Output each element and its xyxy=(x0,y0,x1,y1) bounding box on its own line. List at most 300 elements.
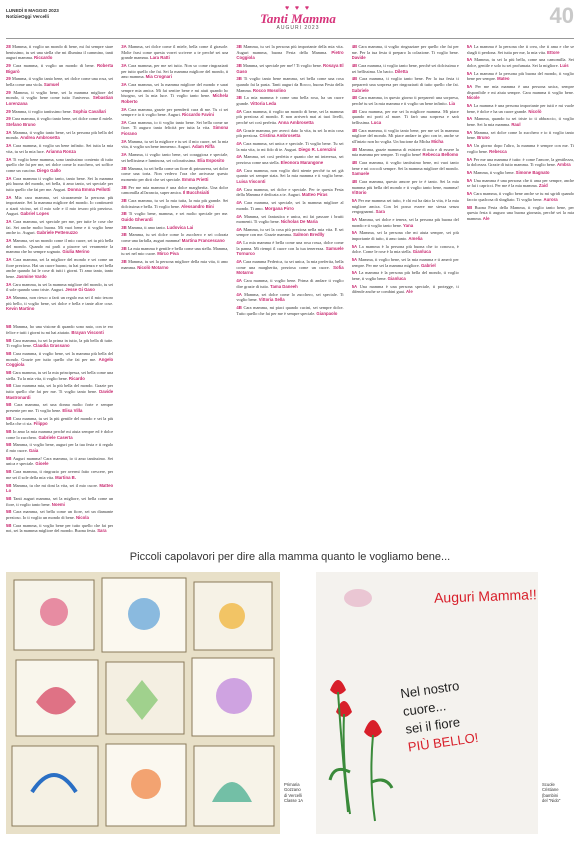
message-signature: Martina B. xyxy=(55,474,76,480)
message-item xyxy=(352,160,459,177)
message-item xyxy=(121,82,228,104)
message-text: Io amo la mia mamma perché mi aiuta sempre ed è dolce come lo zucchero. xyxy=(6,429,114,440)
message-item xyxy=(6,324,113,335)
message-item xyxy=(6,282,113,293)
handwritten-line: sei il fiore xyxy=(404,714,461,737)
message-text: Cara mamma, tu sei la mia tutta, la mia più grande. Sei dolcissima e bella. Ti voglio bene. xyxy=(121,197,229,209)
message-text: Cara mamma, ti voglio tanto bene, sei dolce come il miele. xyxy=(11,116,114,122)
message-text: Mamma, sei dolce come il miele, bella come il girasole. Molte frasi come questa vorrei scrivere a te perché sei una grande mamma. xyxy=(121,44,229,61)
photo-strip xyxy=(6,572,574,834)
message-signature: Sofia Motarno xyxy=(236,264,344,276)
class-number: 29 xyxy=(6,62,11,68)
message-text: Mia cara mamma, sei sicuramente la persona più importante. Sei la mamma migliore del mondo. Io continuerò a starti vicino, sei il mio sole e il mio tesoro più prezioso. Auguri. xyxy=(6,194,114,217)
message-signature: Riccardo Favini xyxy=(181,112,214,118)
header-divider xyxy=(6,38,574,39)
message-text: Cara mamma, ti voglio un mondo di bene, sei la mamma più preziosa al mondo. E non arriverà mai ai tuoi livelli, perché sei così perfetta. xyxy=(236,108,344,125)
message-text: Cara mamma, questo amore per te è tanto. Sei la mia mamma più bella del mondo e ti voglio tanto bene, mamma! xyxy=(351,178,459,190)
message-item xyxy=(352,109,459,126)
header-date-block xyxy=(6,8,59,20)
message-signature: Mirco Piva xyxy=(157,251,179,257)
hearts-icon: ♥ ♥ ♥ xyxy=(285,4,311,12)
class-number: 3A xyxy=(121,62,127,68)
class-number: 3B xyxy=(121,197,127,203)
message-text: Cara mamma, ti voglio tanto bene, per me sei la mamma migliore del mondo. Mi piace andare in giro con te, anche se all'inizio non ho voglia. Un bacione da Micha xyxy=(351,127,459,144)
class-number: 3B xyxy=(236,95,242,101)
message-signature: Sara xyxy=(375,209,385,215)
class-number: 29 xyxy=(6,76,11,82)
message-signature: Zaid xyxy=(538,183,548,189)
message-signature: Diletta xyxy=(394,68,408,74)
handwritten-message xyxy=(399,675,479,756)
caption-line: di Vercelli xyxy=(284,792,302,798)
message-item xyxy=(121,259,228,270)
message-text: Cara mamma, ti voglio bene per tutto quello che fai per noi, sei la mamma migliore del mondo. Buona festa. xyxy=(6,522,114,534)
message-item xyxy=(467,71,574,82)
message-item xyxy=(352,95,459,106)
message-item xyxy=(352,244,459,255)
message-signature: Roberta Bigarò xyxy=(6,62,114,74)
message-signature: Morgana Pirro xyxy=(264,205,294,211)
class-number: 3A xyxy=(6,156,12,162)
message-signature: Donna Emma Pellotti xyxy=(67,186,111,192)
message-item xyxy=(352,284,459,295)
message-text: Per me mamma sei tutto, è chi mi ha dato la vita, è la mia migliore amica. Con lei posso essere me stessa senza vergognarmi. xyxy=(351,197,459,215)
message-text: Cara mamma, non voglio dirti niente perché tu sei già quanto sei sempre stata. Sei la mia mamma e ti voglio bene. xyxy=(236,167,344,179)
message-text: Mamma, ti voglio bene, sei la mamma migliore del mondo, ti voglio bene come tutto l'universo. xyxy=(6,89,114,101)
message-signature: Micha xyxy=(431,138,444,144)
message-signature: Ettore xyxy=(547,49,560,55)
class-number: 5B xyxy=(6,369,12,375)
message-signature: Brayan Visconti xyxy=(71,329,104,335)
class-number: 4B xyxy=(351,62,358,68)
message-text: Cara mamma, mi piaci quando cucini, sei sempre dolce. Tutto quello che fai per me è sempre speciale. xyxy=(236,304,344,316)
message-text: Cara mamma, ti voglio ringraziare per quello che fai per me. Per la tua festa ti preparo la colazione. Ti voglio bene. xyxy=(351,44,459,55)
caption-line: Gozzano xyxy=(284,787,301,793)
message-signature: Gabriel xyxy=(420,262,436,268)
message-item xyxy=(6,442,113,453)
message-signature: Claudia Grassano xyxy=(33,343,70,349)
message-item xyxy=(121,211,228,222)
message-item xyxy=(6,157,113,174)
message-signature: Gianluca xyxy=(387,276,406,281)
message-signature: Martina Francescano xyxy=(181,238,225,244)
message-text: Ti voglio bene, mamma, e sei molto speciale per me. xyxy=(128,211,229,217)
message-text: Ti voglio tanto bene mamma, sei bella come una rosa quando fai la pasta. Tanti auguri da Rocco, buona Festa della Mamma. xyxy=(236,76,344,93)
message-signature: Diego Gallo xyxy=(37,167,61,173)
message-text: Mamma, ti voglio bene, auguri per la tua festa e ti regalo il mio cuore. xyxy=(6,442,114,454)
message-item xyxy=(6,483,113,494)
class-number: 29 xyxy=(6,89,11,95)
message-item xyxy=(236,200,343,211)
message-item xyxy=(467,205,574,222)
message-item xyxy=(352,76,459,93)
class-number: 5B xyxy=(6,351,12,356)
message-signature: Mia Crognari xyxy=(145,74,172,80)
message-item xyxy=(6,456,113,467)
class-number: 5A xyxy=(466,143,473,149)
message-item xyxy=(236,63,343,74)
message-signature: Gabriele xyxy=(351,87,369,93)
message-text: Cara mamma, ti voglio tanto bene, perché sei dolcissima e sei bellissima. Un bacio. xyxy=(351,62,459,74)
message-text: Mamma, ho una visione di quando sono nato, con te ero felice e tutti i giorni tu mi hai aiutato. xyxy=(6,324,114,335)
class-number: 5B xyxy=(6,469,12,475)
message-text: Mamma, ti voglio bene, sei la mia mamma e ti amerò per sempre. Per me sei la mamma migliore. xyxy=(351,257,459,268)
message-item xyxy=(467,191,574,202)
message-signature: Davide xyxy=(351,55,366,61)
message-item xyxy=(6,523,113,534)
message-text: Cara mamma, ti voglio tantissimo bene, mi vuoi tanto bene e mi coccoli sempre. Sei la mamma migliore del mondo. xyxy=(351,160,459,171)
class-number: 4B xyxy=(351,178,358,184)
message-text: Una mamma è una persona speciale, ti protegge, ti difende anche se combini guai. xyxy=(351,283,459,295)
message-item xyxy=(236,187,343,198)
class-number: 5A xyxy=(466,44,473,49)
message-item xyxy=(6,130,113,141)
class-number: 5B xyxy=(6,482,12,488)
class-number: 28 xyxy=(6,44,11,49)
message-column xyxy=(352,44,459,324)
caption-line: (bambini xyxy=(542,792,559,798)
message-text: La mamma è la persona che ti crea, che ti ama e che se sbagli ti perdona. Sei tutta per me, la mia vita. xyxy=(466,44,574,55)
message-signature: Rocco Mosolino xyxy=(252,87,287,93)
message-signature: Kevin Martino xyxy=(6,306,35,312)
message-item xyxy=(6,509,113,520)
class-number: 4A xyxy=(236,278,242,284)
class-number: 5B xyxy=(6,455,12,461)
class-number: 3B xyxy=(121,165,127,171)
message-signature: Adam Riffa xyxy=(191,144,215,150)
message-text: Per me mia mamma è una dolce margherita. Una dolce camomilla all'arancia, super amica. xyxy=(121,184,229,196)
message-text: Buona Festa della Mamma, ti voglio tanto bene, per questa festa ti auguro una buona giornata, perché sei la mia mamma. xyxy=(466,204,574,221)
photo-caption-right xyxy=(542,782,574,804)
message-text: Mamma, non riesco a farti un regalo ma sei il mio tesoro più bello, ti voglio bene, sei dolce e bella e tante altre cose. xyxy=(6,294,114,306)
class-number: 5A xyxy=(466,169,473,175)
message-text: Cara mamma, per me sei la migliore mamma. Mi piace quando mi porti al mare. Ti farò una sorpresa e sarà bellissima. xyxy=(351,108,459,125)
message-signature: Noemi xyxy=(51,501,65,507)
class-number: 4B xyxy=(351,160,358,165)
message-item xyxy=(352,230,459,241)
message-column xyxy=(236,44,343,324)
message-text: La mamma è la persona più buona che io conosca, è dolce. Come le rose è la mia stella. xyxy=(351,243,459,255)
message-text: Mamma, tu sei la persona migliore della mia vita, ti amo mamma. xyxy=(121,259,229,270)
caption-line: Classe 1A xyxy=(284,798,304,804)
message-item xyxy=(236,109,343,126)
message-text: Cara mamma, per me sei tutto. Non so come ringraziarti per tutto quello che fai. Sei la mamma migliore del mondo, ti amo mamma. xyxy=(121,62,229,80)
message-text: Cara mamma, ti voglio un mondo di bene. xyxy=(13,62,95,68)
message-signature: Lara Ratti xyxy=(149,55,170,61)
class-number: 4A xyxy=(236,213,242,219)
caption-line: Primaria xyxy=(284,782,300,787)
message-item xyxy=(467,103,574,114)
section-logo xyxy=(258,5,338,37)
class-number: 3B xyxy=(236,76,242,82)
message-item xyxy=(6,416,113,427)
section-title: Piccoli capolavori per dire alla mamma quanto le vogliamo bene... xyxy=(129,551,451,563)
message-signature: Angelo Coggiola xyxy=(6,356,114,368)
message-text: Mamma, tu sei dolce come lo zucchero e sei colorata come una farfalla, auguri mamma! xyxy=(121,232,229,244)
message-item xyxy=(6,469,113,480)
message-text: Cara mamma, grazie per prenderti cura di me. Tu ci sei sempre e io ti voglio bene. Auguri. xyxy=(121,106,229,118)
handwritten-line: PIÙ BELLO! xyxy=(406,729,480,755)
message-signature: Luca xyxy=(371,119,382,125)
class-number: 3B xyxy=(236,44,242,49)
message-signature: Simone Bagnato xyxy=(515,169,550,175)
message-signature: Gabriel Lopes xyxy=(20,211,49,217)
message-text: Mamma, tu che mi doni la vita, sei il mio cuore. xyxy=(12,482,98,488)
message-item xyxy=(236,278,343,289)
message-text: Mamma, sei così perfetta e quanto che mi interessa, sei preziosa come una stella. xyxy=(236,154,344,165)
class-number: 4A xyxy=(236,127,242,133)
class-number: 3B xyxy=(121,224,127,230)
class-number: 4A xyxy=(236,154,242,160)
message-item xyxy=(6,383,113,400)
class-number: 4B xyxy=(351,127,358,133)
class-number: 5A xyxy=(351,216,358,222)
class-number: 4B xyxy=(351,108,358,114)
message-item xyxy=(6,295,113,312)
message-item xyxy=(352,179,459,196)
class-number: 5A xyxy=(466,129,473,135)
message-signature: Pietro Coggiola xyxy=(236,49,344,61)
message-signature: Vittorio xyxy=(351,190,367,196)
message-signature: Filippo xyxy=(33,421,48,427)
message-signature: Lia xyxy=(448,100,456,106)
message-signature: Gianluca xyxy=(412,249,431,255)
message-signature: Yana xyxy=(403,222,414,228)
page-number: 40 xyxy=(549,3,574,28)
message-signature: Anna Ambrosetta xyxy=(278,119,314,125)
class-number: 5A xyxy=(466,177,473,183)
class-number: 5A xyxy=(351,243,358,249)
message-text: Mamma, sei un mondo come il mio cuore, sei tu più bella del mondo. Quando mi parli a piacere sei veramente la mamma che ho sempre sognato. xyxy=(6,238,114,255)
message-signature: Samuele Tornurco xyxy=(236,245,344,257)
logo-title: Tanti Mamma xyxy=(260,11,336,26)
message-item xyxy=(6,143,113,154)
class-number: 4B xyxy=(351,44,358,49)
message-signature: Salmon Bredlly xyxy=(293,232,325,238)
message-item xyxy=(352,198,459,215)
message-signature: Vittoria Leda xyxy=(250,100,277,106)
class-number: 3A xyxy=(6,175,12,181)
class-number: 4A xyxy=(236,141,242,147)
class-number: 4A xyxy=(236,226,242,232)
message-column xyxy=(6,44,113,324)
message-text: Per me mia mamma è una persona unica, sempre disponibile e mi aiuta sempre. Cara mamma ti voglio bene. xyxy=(466,84,574,95)
class-number: 5A xyxy=(466,116,473,122)
class-number: 5A xyxy=(466,156,473,162)
message-signature: Il Bucchsiaiti xyxy=(182,190,210,196)
class-number: 4A xyxy=(236,186,242,192)
message-text: Mamma, sei la persona che mi aiuta sempre, sei più importante di tutto, ti amo tanto. xyxy=(351,230,459,241)
class-number: 5A xyxy=(351,283,358,289)
message-item xyxy=(467,130,574,141)
message-text: Ciao mamma mia, sei la più bella del mondo. Grazie per tutto quello che fai per me. Ti voglio tanto bene. xyxy=(6,383,114,394)
message-signature: Luis xyxy=(559,62,569,68)
logo-year: 2023 xyxy=(304,25,320,31)
message-signature: Gabriele Pettenuzzo xyxy=(36,230,78,236)
message-signature: Gabriele Caserta xyxy=(38,434,73,440)
header-date: LUNEDÌ 8 MAGGIO 2023 xyxy=(6,8,59,13)
message-signature: Ale xyxy=(482,215,490,221)
message-item xyxy=(6,496,113,507)
message-text: Cara mamma, tu sei la mia principessa, sei bella come una stella. Tu la mia vita, ti voglio bene. xyxy=(6,369,114,381)
message-text: Cara mamma, tu sei la mamma migliore del mondo, tu sei il sole quando sono triste. Auguri. xyxy=(6,281,114,293)
message-text: La mamma è la persona più buona del mondo, ti voglio bene per sempre. xyxy=(466,70,574,82)
message-item xyxy=(6,195,113,217)
message-item xyxy=(236,227,343,238)
message-signature: Ricardo xyxy=(68,375,85,381)
message-item xyxy=(467,44,574,55)
message-text: Cara mamma, ti voglio tanto bene. Per la tua festa ti preparerò una sorpresa per ringraziarti di tutto quello che fai. xyxy=(351,76,459,87)
message-signature: Michela Roberto xyxy=(121,93,229,104)
class-number: 3A xyxy=(121,106,127,112)
message-item xyxy=(467,84,574,101)
message-signature: Diego R. Lorenzini xyxy=(298,146,337,152)
class-number: 3A xyxy=(6,294,12,300)
class-number: 3A xyxy=(6,281,12,287)
class-number: 5B xyxy=(6,415,12,421)
class-number: 4B xyxy=(351,76,358,82)
message-text: Cara mamma, sei unica e speciale. Ti voglio bene. Tu sei la mia vita, io mi fido di te. Auguri. xyxy=(236,141,344,152)
message-item xyxy=(236,44,343,61)
message-item xyxy=(6,351,113,368)
message-item xyxy=(236,168,343,185)
handwritten-card-photo xyxy=(316,572,538,834)
message-text: La mamma è la persona più bella del mondo, ti voglio bene, ti voglio bene. xyxy=(351,270,459,281)
caption-line: del "Nido" xyxy=(542,798,561,804)
message-signature: Rebecca xyxy=(489,148,507,154)
message-text: Cara mamma, ti ringrazio per avermi fatto crescere, per me sei il sole della mia vita. xyxy=(6,469,114,480)
class-number: 5B xyxy=(6,442,12,448)
message-signature: Raul xyxy=(511,122,521,128)
message-text: Mamma, sei speciale per me!! Ti voglio bene. xyxy=(242,62,322,68)
handwritten-line: cuore... xyxy=(401,698,448,719)
message-text: La mamma è una persona importante per tutti e mi vuole bene, è dolce e ha un cuore grande. xyxy=(466,103,574,114)
message-item xyxy=(121,139,228,150)
message-text: Mamma, ti amo tanto. xyxy=(127,224,166,230)
message-item xyxy=(467,57,574,68)
message-signature: Eleonora Marangone xyxy=(280,160,324,165)
class-number: 4A xyxy=(236,291,242,297)
class-number: 4A xyxy=(236,200,242,206)
message-text: Cara mamma, sei speciale per me, per tutte le cose che fai. Sei anche molto buona. Mi vuoi bene e ti voglio bene anche io. Auguri. xyxy=(6,219,114,236)
message-item xyxy=(6,116,113,127)
message-text: Cara mamma, sei una donna molto forte e sempre presente per me. Ti voglio bene. xyxy=(6,402,114,413)
message-signature: Nicolò xyxy=(528,108,542,114)
message-signature: Luisa Visconti xyxy=(236,178,266,184)
message-signature: Rosaya El Gaso xyxy=(236,62,344,74)
message-signature: Simona Fiorano xyxy=(121,125,229,137)
message-signature: Matteo Piras xyxy=(301,192,328,198)
message-signature: Samuele xyxy=(351,171,370,177)
message-text: Cara mamma, tu sei la prima in tutto, la più bella di tutte. Ti voglio bene. xyxy=(6,337,114,349)
class-number: 3B xyxy=(236,62,242,68)
class-number: 3A xyxy=(6,257,12,263)
message-signature: Bruno xyxy=(477,135,490,141)
message-item xyxy=(467,116,574,127)
class-number: 3A xyxy=(121,44,127,49)
message-text: Mamma, sei fantastica e unica, mi fai passare i brutti momenti. Ti voglio bene. xyxy=(236,213,344,225)
message-item xyxy=(236,141,343,152)
messages-columns xyxy=(6,44,574,542)
message-item xyxy=(6,90,113,107)
logo-sub: AUGURI xyxy=(276,25,302,31)
message-text: Cara mamma, sei la mamma migliore del mondo e sarai sempre mia amica. Mi fai sentire bene e mi aiuti quando ho bisogno, sei la mia luce. Ti voglio tanto bene. xyxy=(121,81,229,99)
message-item xyxy=(121,232,228,243)
message-text: Mamma, ti voglio tanto bene, sei la persona più bella del mondo. xyxy=(6,129,114,141)
message-text: Cara mamma, sei la migliore del mondo e sei come un fiore prezioso. Hai un cuore buono, tu hai pazienza e sei bella anche quando fai le cose di tutti i giorni. Ti amo tanto, tanto bene. xyxy=(6,257,114,279)
message-text: Mamma, ti voglio tanto bene, sei coraggiosa e speciale, sei bellissima e luminosa, sei coloratissima. xyxy=(121,152,229,163)
message-item xyxy=(236,214,343,225)
message-text: Mamma, sei dolce e tenera, sei la persona più buona del mondo e ti voglio tanto bene. xyxy=(351,216,459,228)
message-signature: Aurora xyxy=(543,196,558,202)
message-item xyxy=(6,44,113,61)
message-text: Cara mamma, sei speciale, sei la mamma migliore al mondo. Ti amo. xyxy=(236,200,344,211)
message-signature: Stefano Bruno xyxy=(6,122,36,128)
message-text: Mamma, tu sei la più bella, come una camomilla. Sei dolce, gentile e solo tu sei profumata. Sei la migliore. xyxy=(466,57,574,68)
message-item xyxy=(6,63,113,74)
class-number: 3A xyxy=(121,138,127,144)
message-signature: Jesse Gi Gaso xyxy=(65,287,95,293)
class-number: 5A xyxy=(351,230,358,236)
message-item xyxy=(236,305,343,316)
message-text: Mamma, ti voglio tanto bene, sei dolce come una rosa, sei bella come una viola. xyxy=(6,76,114,87)
message-signature: Elisa Villa xyxy=(62,407,83,413)
message-item xyxy=(352,147,459,158)
message-text: Cara mamma, ti voglio bene. Prima di andare ti voglio dire grazie di tutto. xyxy=(236,278,344,289)
message-signature: Sara xyxy=(97,528,107,534)
class-number: 3A xyxy=(121,81,127,87)
message-signature: Sophia Cavallari xyxy=(72,108,107,114)
caption-line: Scuole xyxy=(542,782,555,787)
class-number: 5A xyxy=(351,197,358,203)
message-signature: Nicholas De Maria xyxy=(280,219,318,225)
message-item xyxy=(121,107,228,118)
message-item xyxy=(6,238,113,255)
message-text: Cara mamma, ti voglio un bene infinito. Sei tutta la mia vita, tu sei la mia luce. xyxy=(6,143,114,154)
class-number: 4B xyxy=(236,304,242,310)
class-number: 5A xyxy=(466,70,473,76)
message-item xyxy=(6,429,113,440)
message-text: Tanti auguri mamma, sei la migliore, sei bella come un fiore, ti voglio tanto bene. xyxy=(6,495,114,507)
class-number: 4B xyxy=(351,95,358,101)
message-text: Cara mamma Federica, tu sei unica, la mia preferita, bella come una margherita, preziosa come un cuore. xyxy=(236,259,344,270)
message-item xyxy=(6,76,113,87)
message-signature: Ludovica Lai xyxy=(166,224,194,230)
message-item xyxy=(6,109,113,115)
class-number: 5B xyxy=(6,402,12,408)
message-item xyxy=(6,402,113,413)
message-text: Cara mamma, tu sei la più gentile del mondo e sei la più bella che ci sia. xyxy=(6,415,114,427)
message-item xyxy=(352,217,459,228)
message-column xyxy=(467,44,574,324)
class-number: 3A xyxy=(6,194,12,200)
class-number: 5B xyxy=(466,204,473,210)
message-text: Mamma, tu sei bella come un fiore di primavera, sei dolce come una torta. Non vedevo l'ora che arrivasse questo momento per dirti che sei speciale. xyxy=(121,165,229,182)
class-number: 3A xyxy=(121,152,127,158)
message-signature: Gianpaolo xyxy=(316,310,338,316)
message-signature: Amelia xyxy=(408,235,423,241)
message-item xyxy=(121,225,228,231)
message-item xyxy=(121,44,228,61)
message-signature: Jasmine Vardo xyxy=(16,273,47,279)
message-signature: Andrea Ambrosetta xyxy=(20,135,60,141)
message-item xyxy=(6,338,113,349)
message-signature: Gioele xyxy=(35,461,49,467)
message-signature: Samuel xyxy=(43,81,60,87)
message-signature: Davide Mastronardi xyxy=(6,388,114,400)
message-item xyxy=(6,219,113,236)
message-item xyxy=(236,76,343,93)
